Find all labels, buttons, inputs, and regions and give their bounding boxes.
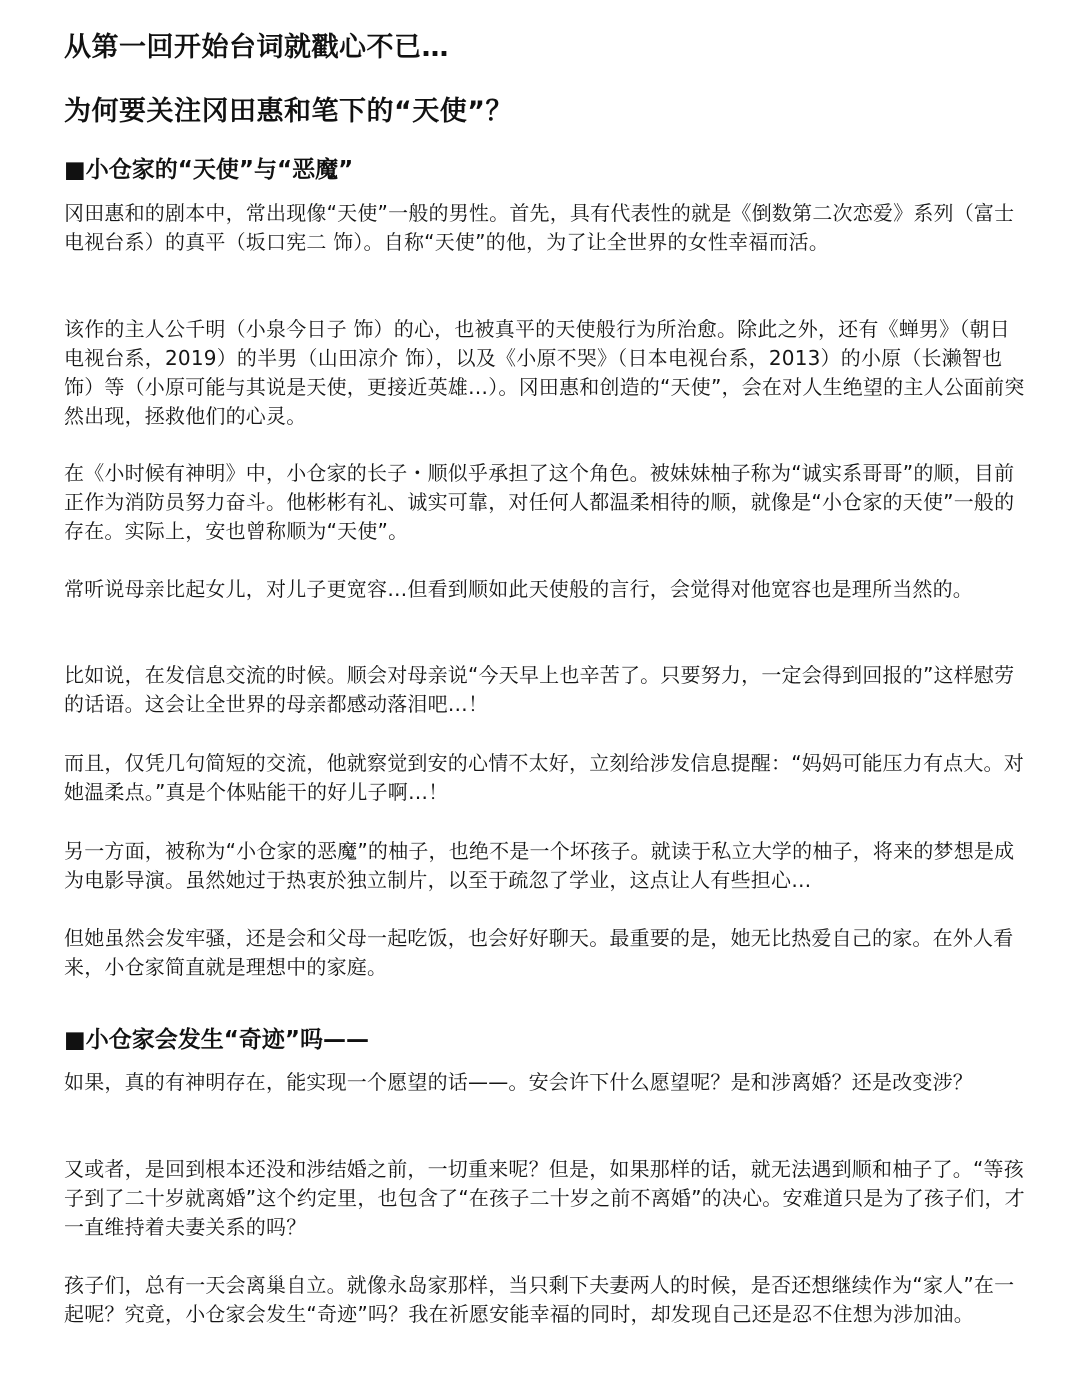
- paragraph: 而且，仅凭几句简短的交流，他就察觉到安的心情不太好，立刻给涉发信息提醒：“妈妈可能压力有点大。对她温柔点。”真是个体贴能干的好儿子啊…！: [64, 751, 1024, 804]
- section1-heading: ■小仓家的“天使”与“恶魔”: [64, 157, 354, 183]
- paragraph: 冈田惠和的剧本中，常出现像“天使”一般的男性。首先，具有代表性的就是《倒数第二次恋爱》系列（富士电视台系）的真平（坂口宪二 饰）。自称“天使”的他，为了让全世界的女性幸福而活。: [64, 201, 1015, 254]
- section2-heading: ■小仓家会发生“奇迹”吗——: [64, 1027, 369, 1053]
- paragraph: 常听说母亲比起女儿，对儿子更宽容…但看到顺如此天使般的言行，会觉得对他宽容也是理所当然的。: [64, 577, 973, 601]
- paragraph: 另一方面，被称为“小仓家的恶魔”的柚子，也绝不是一个坏孩子。就读于私立大学的柚子，将来的梦想是成为电影导演。虽然她过于热衷於独立制片，以至于疏忽了学业，这点让人有些担心…: [64, 839, 1015, 892]
- paragraph: 该作的主人公千明（小泉今日子 饰）的心，也被真平的天使般行为所治愈。除此之外，还有《蝉男》（朝日电视台系，2019）的半男（山田凉介 饰），以及《小原不哭》（日本电视台系，2013）的小原（长濑智也 饰）等（小原可能与其说是天使，更接近英雄…）。冈田惠和创造的“天使”，会在对人生绝望的主人公面前突然出现，拯救他们的心灵。: [64, 317, 1025, 428]
- paragraph: 孩子们，总有一天会离巢自立。就像永岛家那样，当只剩下夫妻两人的时候，是否还想继续作为“家人”在一起呢？究竟，小仓家会发生“奇迹”吗？我在祈愿安能幸福的同时，却发现自己还是忍不住想为涉加油。: [64, 1273, 1015, 1326]
- article-title-line2: 为何要关注冈田惠和笔下的“天使”？: [64, 96, 513, 127]
- paragraph: 如果，真的有神明存在，能实现一个愿望的话——。安会许下什么愿望呢？是和涉离婚？还是改变涉？: [64, 1070, 973, 1094]
- article-title-line1: 从第一回开始台词就戳心不已…: [64, 32, 449, 63]
- paragraph: 在《小时候有神明》中，小仓家的长子・顺似乎承担了这个角色。被妹妹柚子称为“诚实系哥哥”的顺，目前正作为消防员努力奋斗。他彬彬有礼、诚实可靠，对任何人都温柔相待的顺，就像是“小仓家的天使”一般的存在。实际上，安也曾称顺为“天使”。: [64, 461, 1015, 543]
- paragraph: 比如说，在发信息交流的时候。顺会对母亲说“今天早上也辛苦了。只要努力，一定会得到回报的”这样慰劳的话语。这会让全世界的母亲都感动落泪吧…！: [64, 663, 1015, 716]
- paragraph: 但她虽然会发牢骚，还是会和父母一起吃饭，也会好好聊天。最重要的是，她无比热爱自己的家。在外人看来，小仓家简直就是理想中的家庭。: [64, 926, 1014, 979]
- paragraph: 又或者，是回到根本还没和涉结婚之前，一切重来呢？但是，如果那样的话，就无法遇到顺和柚子了。“等孩子到了二十岁就离婚”这个约定里，也包含了“在孩子二十岁之前不离婚”的决心。安难道只是为了孩子们，才一直维持着夫妻关系的吗？: [64, 1157, 1025, 1239]
